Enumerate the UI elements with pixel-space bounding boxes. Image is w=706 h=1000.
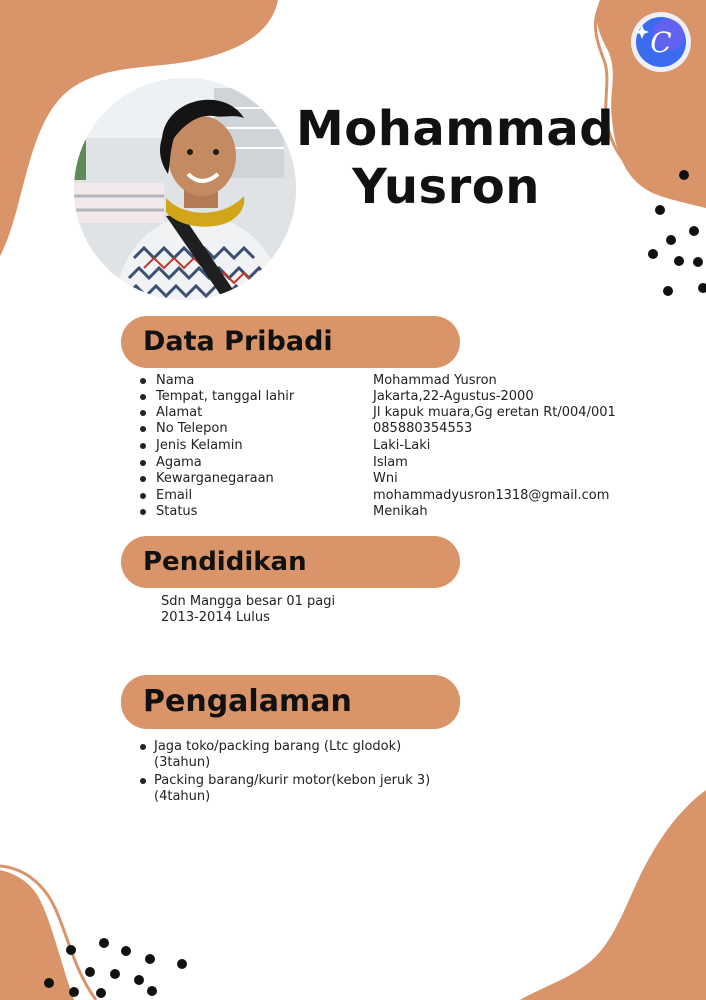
bullet-icon bbox=[140, 493, 146, 499]
bullet-icon bbox=[140, 509, 146, 515]
info-value: mohammadyusron1318@gmail.com bbox=[373, 488, 610, 503]
bullet-icon bbox=[140, 378, 146, 384]
first-name: Mohammad bbox=[296, 101, 615, 157]
info-value: Mohammad Yusron bbox=[373, 373, 497, 388]
section-header-education bbox=[121, 536, 460, 588]
info-value: Islam bbox=[373, 455, 408, 470]
info-value: 085880354553 bbox=[373, 421, 473, 436]
bullet-icon bbox=[140, 778, 146, 784]
bottom-right-blob bbox=[520, 790, 706, 1000]
info-label: No Telepon bbox=[156, 421, 228, 436]
info-label: Kewarganegaraan bbox=[156, 471, 274, 486]
education-years: 2013-2014 Lulus bbox=[161, 610, 270, 625]
bullet-icon bbox=[140, 744, 146, 750]
experience-role: Packing barang/kurir motor(kebon jeruk 3) bbox=[154, 773, 431, 788]
experience-role: Jaga toko/packing barang (Ltc glodok) bbox=[154, 739, 402, 754]
section-header-personal bbox=[121, 316, 460, 368]
info-label: Agama bbox=[156, 455, 202, 470]
section-header-experience bbox=[121, 675, 460, 729]
bullet-icon bbox=[140, 394, 146, 400]
section-title-experience: Pengalaman bbox=[143, 684, 352, 719]
profile-photo bbox=[74, 78, 296, 300]
section-title-education: Pendidikan bbox=[143, 547, 307, 577]
bottom-left-blob bbox=[0, 870, 74, 1000]
education-entry bbox=[161, 594, 335, 626]
info-value: Jl kapuk muara,Gg eretan Rt/004/001 bbox=[373, 405, 616, 420]
experience-duration: (3tahun) bbox=[154, 755, 211, 770]
info-label: Status bbox=[156, 504, 198, 519]
info-label: Email bbox=[156, 488, 193, 503]
education-school: Sdn Mangga besar 01 pagi bbox=[161, 594, 336, 609]
section-title-personal: Data Pribadi bbox=[143, 326, 333, 357]
info-label: Jenis Kelamin bbox=[156, 438, 243, 453]
bullet-icon bbox=[140, 443, 146, 449]
info-value: Menikah bbox=[373, 504, 428, 519]
info-label: Alamat bbox=[156, 405, 203, 420]
last-name: Yusron bbox=[352, 159, 540, 215]
info-value: Laki-Laki bbox=[373, 438, 431, 453]
bullet-icon bbox=[140, 460, 146, 466]
svg-text:C: C bbox=[650, 26, 672, 59]
info-value: Wni bbox=[373, 471, 398, 486]
info-value: Jakarta,22-Agustus-2000 bbox=[373, 389, 534, 404]
info-label: Nama bbox=[156, 373, 195, 388]
bullet-icon bbox=[140, 410, 146, 416]
experience-duration: (4tahun) bbox=[154, 789, 211, 804]
info-label: Tempat, tanggal lahir bbox=[156, 389, 295, 404]
bullet-icon bbox=[140, 426, 146, 432]
canva-logo-icon bbox=[628, 9, 694, 75]
bullet-icon bbox=[140, 476, 146, 482]
full-name-heading bbox=[296, 100, 615, 216]
